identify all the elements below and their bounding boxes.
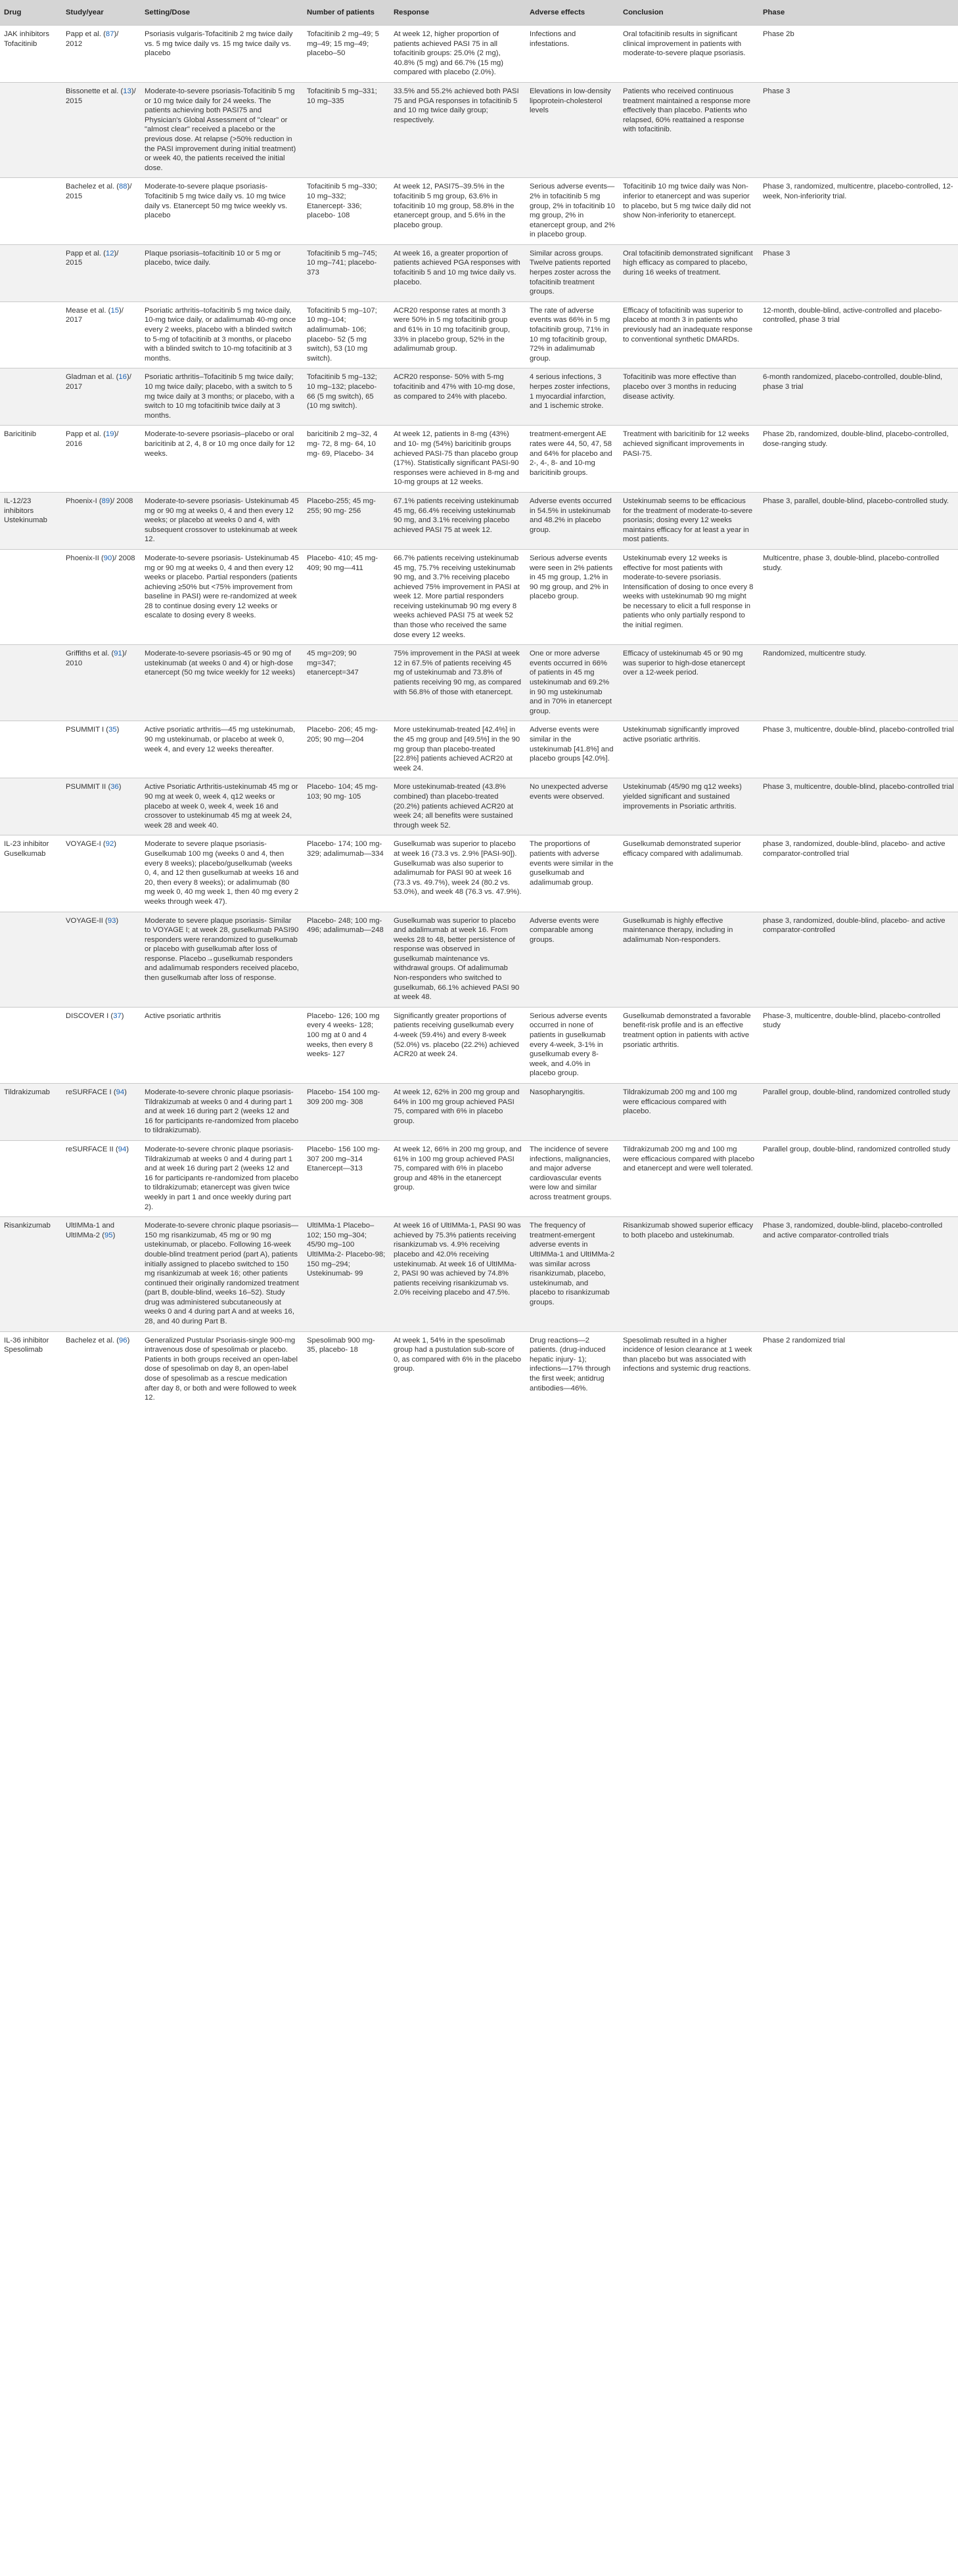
response-cell: Guselkumab was superior to placebo and adalimumab at week 16. From weeks 28 to 48, better persistence of response was observed in guselkumab maintenance vs. withdrawal groups. Of adalimumab Non-responders who switched to guselkumab, 66.1% achieved PASI 90 at week 48. [390,912,526,1007]
study-cell [62,721,141,778]
table-row [0,301,958,368]
drug-cell: Baricitinib [0,426,62,493]
setting-dose-cell: Moderate to severe plaque psoriasis- Guselkumab 100 mg (weeks 0 and 4, then every 8 weeks); placebo/guselkumab (weeks 0, 4, and 12 then guselkumab at weeks 16 and 20, then every 8 weeks); or adalimumab (80 mg week 0, 40 mg week 1, then 40 mg every 2 weeks through week 47). [141,835,303,912]
header-adverse-effects: Adverse effects [530,8,585,16]
study-year: ) [118,783,122,791]
study-cell [62,778,141,835]
study-cell [62,1007,141,1083]
study-year: )/ 2010 [66,650,127,667]
table-row [0,549,958,644]
adverse-effects-cell: Adverse events occurred in 54.5% in ustekinumab and 48.2% in placebo group. [526,492,619,549]
conclusion-cell: Risankizumab showed superior efficacy to both placebo and ustekinumab. [619,1217,759,1332]
table-row [0,368,958,426]
citation-link[interactable]: 37 [113,1011,122,1020]
drug-cell: IL-36 inhibitor Spesolimab [0,1331,62,1408]
response-cell: Significantly greater proportions of patients receiving guselkumab every 4-week (59.4%) and every 8-week (52.0%) vs. placebo (22.2%) achieved ACR20 at week 24. [390,1007,526,1083]
citation-link[interactable]: 36 [110,783,119,791]
table-row [0,835,958,912]
adverse-effects-cell: Elevations in low-density lipoprotein-cholesterol levels [526,82,619,177]
setting-dose-cell: Moderate-to-severe chronic plaque psoriasis—150 mg risankizumab, 45 mg or 90 mg ustekinumab, or placebo. Following 16-week double-blind treatment period (part A), patients initially assigned to placebo switched to 150 mg risankizumab at week 16; other patients continued their originally randomized treatment (part B, double-blind, weeks 16–52). Study drug was administered subcutaneously at weeks 0 and 4 during part A and at weeks 16, 28, and 40 during Part B. [141,1217,303,1332]
patients-cell: Placebo- 206; 45 mg- 205; 90 mg—204 [303,721,390,778]
setting-dose-cell: Moderate-to-severe psoriasis- Ustekinumab 45 mg or 90 mg at weeks 0, 4 and then every 12 weeks; or placebo at weeks 0 and 4, with subsequent crossover to ustekinumab at week 12. [141,492,303,549]
study-year: ) [114,840,117,849]
patients-cell: Placebo- 156 100 mg- 307 200 mg–314 Etanercept—313 [303,1140,390,1216]
patients-cell: Placebo- 248; 100 mg- 496; adalimumab—248 [303,912,390,1007]
citation-link[interactable]: 13 [123,87,131,95]
citation-link[interactable]: 94 [118,1145,127,1153]
adverse-effects-cell: treatment-emergent AE rates were 44, 50, 47, 58 and 64% for placebo and 2-, 4-, 8- and 10-mg baricitinib groups. [526,426,619,493]
setting-dose-cell: Psoriatic arthritis–Tofacitinib 5 mg twice daily; 10 mg twice daily; placebo, with a switch to 5 mg twice daily at 3 months; or placebo, with a switch to 10 mg tofacitinib twice daily at 3 months. [141,368,303,426]
phase-cell: Phase 3, parallel, double-blind, placebo-controlled study. [759,492,958,549]
study-cell [62,549,141,644]
study-name: PSUMMIT I ( [66,726,109,734]
study-year: ) [121,1011,124,1020]
header-number-of-patients: Number of patients [307,8,375,16]
setting-dose-cell: Moderate-to-severe chronic plaque psoriasis- Tildrakizumab at weeks 0 and 4 during part 1 and at week 16 during part 2 (weeks 12 and 16 for participants re-randomized from placebo to tildrakizumab; etanercept was given twice weekly in part 1 and once weekly during part 2). [141,1140,303,1216]
phase-cell: Phase 3, randomized, double-blind, placebo-controlled and active comparator-controlled trials [759,1217,958,1332]
patients-cell: Tofacitinib 5 mg–107; 10 mg–104; adalimumab- 106; placebo- 52 (5 mg switch), 53 (10 mg switch). [303,301,390,368]
phase-cell: 12-month, double-blind, active-controlled and placebo-controlled, phase 3 trial [759,301,958,368]
drug-cell [0,82,62,177]
adverse-effects-cell: Drug reactions—2 patients. (drug-induced hepatic injury- 1); infections—17% through the first week; antidrug antibodies—46%. [526,1331,619,1408]
conclusion-cell: Tildrakizumab 200 mg and 100 mg were efficacious compared with placebo. [619,1084,759,1141]
study-name: Gladman et al. ( [66,373,119,382]
header-phase: Phase [763,8,785,16]
patients-cell: 45 mg=209; 90 mg=347; etanercept=347 [303,645,390,721]
patients-cell: Placebo-255; 45 mg- 255; 90 mg- 256 [303,492,390,549]
adverse-effects-cell: Serious adverse events occurred in none of patients in guselkumab every 4-week, 3-1% in guselkumab every 8-week, and 4.0% in placebo group. [526,1007,619,1083]
adverse-effects-cell: Adverse events were similar in the ustekinumab [41.8%] and placebo groups [42.0%]. [526,721,619,778]
setting-dose-cell: Moderate-to-severe psoriasis- Ustekinumab 45 mg or 90 mg at weeks 0, 4 and then every 12 weeks or placebo. Partial responders (patients achieving ≥50% but <75% improvement from baseline in PASI) were re-randomized at week 28 to continue dosing every 12 weeks or escalate to dosing every 8 weeks. [141,549,303,644]
adverse-effects-cell: 4 serious infections, 3 herpes zoster infections, 1 myocardial infarction, and 1 ischemic stroke. [526,368,619,426]
setting-dose-cell: Moderate to severe plaque psoriasis- Similar to VOYAGE I; at week 28, guselkumab PASI90 responders were rerandomized to guselkumab or placebo with guselkumab after loss of response. Placebo→guselkumab responders and adalimumab responders received placebo, then guselkumab after loss of response. [141,912,303,1007]
conclusion-cell: Oral tofacitinib results in significant clinical improvement in patients with moderate-to-severe plaque psoriasis. [619,26,759,83]
table-row [0,82,958,177]
study-name: VOYAGE-I ( [66,840,106,849]
citation-link[interactable]: 87 [105,30,114,38]
phase-cell: Phase 2b [759,26,958,83]
study-cell [62,835,141,912]
response-cell: More ustekinumab-treated (43.8% combined) than placebo-treated (20.2%) patients achieved ACR20 at week 24; all benefits were sustained through week 52. [390,778,526,835]
study-cell [62,1140,141,1216]
study-year: )/ 2015 [66,183,132,200]
study-name: Papp et al. ( [66,430,106,439]
response-cell: ACR20 response rates at month 3 were 50% in 5 mg tofacitinib group and 61% in 10 mg tofacitinib group, 33% in placebo group, 52% in the adalimumab group. [390,301,526,368]
drug-cell [0,178,62,245]
setting-dose-cell: Moderate-to-severe psoriasis-45 or 90 mg of ustekinumab (at weeks 0 and 4) or high-dose etanercept (50 mg twice weekly for 12 weeks) [141,645,303,721]
setting-dose-cell: Active psoriatic arthritis—45 mg ustekinumab, 90 mg ustekinumab, or placebo at week 0, week 4, and every 12 weeks thereafter. [141,721,303,778]
citation-link[interactable]: 12 [105,249,114,257]
table-row [0,1140,958,1216]
study-year: ) [112,1231,116,1239]
adverse-effects-cell: Similar across groups. Twelve patients reported herpes zoster across the tofacitinib treatment groups. [526,244,619,301]
citation-link[interactable]: 93 [107,916,116,925]
study-year: )/ 2015 [66,249,119,267]
adverse-effects-cell: The proportions of patients with adverse events were similar in the guselkumab and adalimumab group. [526,835,619,912]
patients-cell: baricitinib 2 mg–32, 4 mg- 72, 8 mg- 64, 10 mg- 69, Placebo- 34 [303,426,390,493]
table-row [0,244,958,301]
study-cell [62,1331,141,1408]
drug-cell [0,1007,62,1083]
study-cell [62,645,141,721]
drug-cell: IL-23 inhibitor Guselkumab [0,835,62,912]
drug-cell: Tildrakizumab [0,1084,62,1141]
table-row [0,645,958,721]
phase-cell: 6-month randomized, placebo-controlled, double-blind, phase 3 trial [759,368,958,426]
drug-cell [0,244,62,301]
table-row [0,912,958,1007]
study-cell [62,178,141,245]
conclusion-cell: Ustekinumab significantly improved active psoriatic arthritis. [619,721,759,778]
patients-cell: Placebo- 126; 100 mg every 4 weeks- 128; 100 mg at 0 and 4 weeks, then every 8 weeks- 127 [303,1007,390,1083]
study-cell [62,301,141,368]
conclusion-cell: Guselkumab is highly effective maintenance therapy, including in adalimumab Non-responders. [619,912,759,1007]
study-name: Griffiths et al. ( [66,650,114,658]
citation-link[interactable]: 89 [101,497,110,505]
citation-link[interactable]: 90 [103,554,112,562]
study-name: PSUMMIT II ( [66,783,111,791]
adverse-effects-cell: The frequency of treatment-emergent adverse events in UltIMMa-1 and UltIMMa-2 was similar across risankizumab, placebo, ustekinumab, and placebo to risankizumab groups. [526,1217,619,1332]
phase-cell: Phase 2b, randomized, double-blind, placebo-controlled, dose-ranging study. [759,426,958,493]
patients-cell: Placebo- 104; 45 mg- 103; 90 mg- 105 [303,778,390,835]
adverse-effects-cell: The incidence of severe infections, malignancies, and major adverse cardiovascular events were low and similar across treatment groups. [526,1140,619,1216]
citation-link[interactable]: 16 [118,373,127,382]
phase-cell: Phase 3, multicentre, double-blind, placebo-controlled trial [759,721,958,778]
drug-cell [0,912,62,1007]
study-cell [62,1217,141,1332]
study-cell [62,244,141,301]
study-name: Phoenix-II ( [66,554,104,562]
study-cell [62,912,141,1007]
study-year: ) [124,1088,127,1096]
study-name: reSURFACE II ( [66,1145,118,1153]
citation-link[interactable]: 15 [110,306,120,315]
phase-cell: Phase 3 [759,244,958,301]
drug-cell [0,549,62,644]
table-row [0,1331,958,1408]
response-cell: ACR20 response- 50% with 5-mg tofacitinib and 47% with 10-mg dose, as compared to 24% with placebo. [390,368,526,426]
study-year: )/ 2017 [66,306,124,324]
response-cell: 66.7% patients receiving ustekinumab 45 mg, 75.7% receiving ustekinumab 90 mg, and 3.7% receiving placebo achieved 75% improvement in PASI at week 12. More partial responders receiving ustekinumab 90 mg every 8 weeks achieved PASI 75 at week 52 than those who received the same dose every 12 weeks. [390,549,526,644]
patients-cell: Tofacitinib 2 mg–49; 5 mg–49; 15 mg–49; placebo–50 [303,26,390,83]
table-header [0,0,958,26]
citation-link[interactable]: 35 [108,726,117,734]
table-row [0,1217,958,1332]
patients-cell: Tofacitinib 5 mg–330; 10 mg–332; Etanercept- 336; placebo- 108 [303,178,390,245]
study-name: Bachelez et al. ( [66,1336,120,1344]
adverse-effects-cell: Infections and infestations. [526,26,619,83]
study-year: )/ 2016 [66,430,119,448]
table-row [0,26,958,83]
setting-dose-cell: Moderate-to-severe psoriasis–placebo or oral baricitinib at 2, 4, 8 or 10 mg once daily for 12 weeks. [141,426,303,493]
table-row [0,721,958,778]
study-year: ) [116,726,120,734]
citation-link[interactable]: 92 [105,840,114,849]
study-name: Mease et al. ( [66,306,111,315]
patients-cell: Placebo- 154 100 mg- 309 200 mg- 308 [303,1084,390,1141]
study-year: )/ 2017 [66,373,131,391]
citation-link[interactable]: 96 [119,1336,127,1344]
response-cell: 75% improvement in the PASI at week 12 in 67.5% of patients receiving 45 mg of ustekinumab and 73.8% of patients receiving 90 mg, as compared with 56.8% of those with etanercept. [390,645,526,721]
drug-cell [0,721,62,778]
drug-cell: JAK inhibitors Tofacitinib [0,26,62,83]
table-row [0,778,958,835]
header-row [0,0,958,26]
study-name: UltIMMa-1 and UltIMMa-2 ( [66,1222,115,1239]
drug-cell [0,645,62,721]
drug-cell [0,368,62,426]
response-cell: At week 16, a greater proportion of patients achieved PGA responses with tofacitinib 5 and 10 mg twice daily vs. placebo. [390,244,526,301]
phase-cell: Phase-3, multicentre, double-blind, placebo-controlled study [759,1007,958,1083]
table-row [0,1007,958,1083]
response-cell: At week 1, 54% in the spesolimab group had a pustulation sub-score of 0, as compared with 6% in the placebo group. [390,1331,526,1408]
table-row [0,426,958,493]
patients-cell: Tofacitinib 5 mg–745; 10 mg–741; placebo- 373 [303,244,390,301]
phase-cell: phase 3, randomized, double-blind, placebo- and active comparator-controlled trial [759,835,958,912]
conclusion-cell: Tildrakizumab 200 mg and 100 mg were efficacious compared with placebo and etanercept and were well tolerated. [619,1140,759,1216]
response-cell: At week 12, patients in 8-mg (43%) and 10- mg (54%) baricitinib groups achieved PASI-75 than placebo group (17%). Statistically significant PASI-90 responses were achieved in 8-mg and 10-mg groups at 12 weeks. [390,426,526,493]
conclusion-cell: Guselkumab demonstrated a favorable benefit-risk profile and is an effective treatment option in patients with active psoriatic arthritis. [619,1007,759,1083]
patients-cell: Spesolimab 900 mg- 35, placebo- 18 [303,1331,390,1408]
response-cell: 67.1% patients receiving ustekinumab 45 mg, 66.4% receiving ustekinumab 90 mg, and 3.1% receiving placebo achieved PASI 75 at week 12. [390,492,526,549]
table-body [0,26,958,1408]
adverse-effects-cell: The rate of adverse events was 66% in 5 mg tofacitinib group, 71% in 10 mg tofacitinib group, 72% in adalimumab group. [526,301,619,368]
header-study-year: Study/year [66,8,104,16]
conclusion-cell: Ustekinumab (45/90 mg q12 weeks) yielded significant and sustained improvements in Psoriatic arthritis. [619,778,759,835]
phase-cell: Phase 3 [759,82,958,177]
citation-link[interactable]: 94 [116,1088,125,1096]
table-row [0,178,958,245]
phase-cell: Multicentre, phase 3, double-blind, placebo-controlled study. [759,549,958,644]
conclusion-cell: Ustekinumab every 12 weeks is effective for most patients with moderate-to-severe psoriasis. Intensification of dosing to once every 8 weeks with ustekinumab 90 mg might be necessary to elicit a full response in patients who only partially respond to the initial regimen. [619,549,759,644]
conclusion-cell: Guselkumab demonstrated superior efficacy compared with adalimumab. [619,835,759,912]
response-cell: 33.5% and 55.2% achieved both PASI 75 and PGA responses in tofacitinib 5 and 10 mg twice daily group; respectively. [390,82,526,177]
study-cell [62,368,141,426]
conclusion-cell: Efficacy of ustekinumab 45 or 90 mg was superior to high-dose etanercept over a 12-week period. [619,645,759,721]
patients-cell: Tofacitinib 5 mg–132; 10 mg–132; placebo- 66 (5 mg switch), 65 (10 mg switch). [303,368,390,426]
study-year: )/ 2008 [112,554,135,562]
conclusion-cell: Patients who received continuous treatment maintained a response more effectively than placebo. Patients who relapsed, 60% reattained a response with tofacitinib. [619,82,759,177]
adverse-effects-cell: One or more adverse events occurred in 66% of patients in 45 mg ustekinumab and 69.2% in 90 mg ustekinumab and in 70% in etanercept group. [526,645,619,721]
table-row [0,492,958,549]
header-response: Response [394,8,429,16]
setting-dose-cell: Psoriasis vulgaris-Tofacitinib 2 mg twice daily vs. 5 mg twice daily vs. 15 mg twice daily vs. placebo [141,26,303,83]
study-cell [62,1084,141,1141]
study-name: Papp et al. ( [66,249,106,257]
patients-cell: Placebo- 174; 100 mg- 329; adalimumab—334 [303,835,390,912]
phase-cell: Randomized, multicentre study. [759,645,958,721]
drug-cell: IL-12/23 inhibitors Ustekinumab [0,492,62,549]
conclusion-cell: Treatment with baricitinib for 12 weeks achieved significant improvements in PASI-75. [619,426,759,493]
study-cell [62,82,141,177]
adverse-effects-cell: Serious adverse events were seen in 2% patients in 45 mg group, 1.2% in 90 mg group, and 2% in placebo group. [526,549,619,644]
phase-cell: Phase 3, multicentre, double-blind, placebo-controlled trial [759,778,958,835]
setting-dose-cell: Active Psoriatic Arthritis-ustekinumab 45 mg or 90 mg at week 0, week 4, q12 weeks or placebo at week 0, week 4, week 16 and crossover to ustekinumab 45 mg at week 24, week 28 and week 40. [141,778,303,835]
citation-link[interactable]: 91 [114,650,122,658]
phase-cell: Parallel group, double-blind, randomized controlled study [759,1140,958,1216]
study-year: ) [126,1145,129,1153]
citation-link[interactable]: 95 [104,1231,113,1239]
adverse-effects-cell: No unexpected adverse events were observed. [526,778,619,835]
drug-cell [0,778,62,835]
patients-cell: Tofacitinib 5 mg–331; 10 mg–335 [303,82,390,177]
header-drug: Drug [4,8,22,16]
study-name: DISCOVER I ( [66,1011,114,1020]
study-name: Bissonette et al. ( [66,87,124,95]
study-name: reSURFACE I ( [66,1088,116,1096]
conclusion-cell: Tofacitinib 10 mg twice daily was Non-inferior to etanercept and was superior to placebo, but 5 mg twice daily did not show Non-inferiority to etanercept. [619,178,759,245]
response-cell: At week 16 of UltIMMa-1, PASI 90 was achieved by 75.3% patients receiving risankizumab vs. 4.9% receiving placebo and 42.0% receiving ustekinumab. At week 16 of UltIMMa-2, PASI 90 was achieved by 74.8% patients receiving risankizumab vs. 2.0% receiving placebo and 47.5%. [390,1217,526,1332]
setting-dose-cell: Moderate-to-severe psoriasis-Tofacitinib 5 mg or 10 mg twice daily for 24 weeks. The patients achieving both PASI75 and Physician's Global Assessment of "clear" or "almost clear" received a placebo or the previous dose. At relapse (>50% reduction in the PASI improvement during initial treatment) or week 40, the patients received the initial dose. [141,82,303,177]
conclusion-cell: Efficacy of tofacitinib was superior to placebo at month 3 in patients who previously had an inadequate response to conventional synthetic DMARDs. [619,301,759,368]
response-cell: At week 12, 62% in 200 mg group and 64% in 100 mg group achieved PASI 75, compared with 6% in placebo group. [390,1084,526,1141]
setting-dose-cell: Moderate-to-severe chronic plaque psoriasis- Tildrakizumab at weeks 0 and 4 during part 1 and at week 16 during part 2 (weeks 12 and 16 for participants re-randomized from placebo to tildrakizumab). [141,1084,303,1141]
conclusion-cell: Tofacitinib was more effective than placebo over 3 months in reducing disease activity. [619,368,759,426]
setting-dose-cell: Psoriatic arthritis–tofacitinib 5 mg twice daily, 10-mg twice daily, or adalimumab 40-mg once every 2 weeks, placebo with a blinded switch to 5-mg of tofacitinib at 3 months, or placebo with a blinded switch to 10-mg tofacitinib at 3 months. [141,301,303,368]
study-year: )/ 2008 [110,497,133,505]
conclusion-cell: Spesolimab resulted in a higher incidence of lesion clearance at 1 week than placebo but was associated with infections and systemic drug reactions. [619,1331,759,1408]
study-cell [62,26,141,83]
study-name: VOYAGE-II ( [66,916,108,925]
phase-cell: phase 3, randomized, double-blind, placebo- and active comparator-controlled [759,912,958,1007]
response-cell: At week 12, higher proportion of patients achieved PASI 75 in all tofacitinib groups: 25.0% (2 mg), 40.8% (5 mg) and 66.7% (15 mg) compared with placebo (2.0%). [390,26,526,83]
patients-cell: UltIMMa-1 Placebo–102; 150 mg–304; 45/90 mg–100 UltIMMa-2- Placebo-98; 150 mg–294; Ustekinumab- 99 [303,1217,390,1332]
response-cell: Guselkumab was superior to placebo at week 16 (73.3 vs. 2.9% [PASI-90]). Guselkumab was also superior to adalimumab for PASI 90 at week 16 (73.3 vs. 49.7%), week 24 (80.2 vs. 53.0%), and week 48 (76.3 vs. 47.9%). [390,835,526,912]
setting-dose-cell: Active psoriatic arthritis [141,1007,303,1083]
response-cell: More ustekinumab-treated [42.4%] in the 45 mg group and [49.5%] in the 90 mg group than placebo-treated [22.8%] patients achieved ACR20 at week 24. [390,721,526,778]
conclusion-cell: Ustekinumab seems to be efficacious for the treatment of moderate-to-severe psoriasis; dosing every 12 weeks maintains efficacy for at least a year in most patients. [619,492,759,549]
phase-cell: Phase 3, randomized, multicentre, placebo-controlled, 12-week, Non-inferiority trial. [759,178,958,245]
adverse-effects-cell: Adverse events were comparable among groups. [526,912,619,1007]
study-year: )/ 2015 [66,87,136,105]
study-cell [62,492,141,549]
adverse-effects-cell: Serious adverse events—2% in tofacitinib 5 mg group, 2% in tofacitinib 10 mg group, 2% in etanercept group, and 2% in placebo group. [526,178,619,245]
conclusion-cell: Oral tofacitinib demonstrated significant high efficacy as compared to placebo, during 16 weeks of treatment. [619,244,759,301]
header-conclusion: Conclusion [623,8,664,16]
study-name: Papp et al. ( [66,30,106,38]
citation-link[interactable]: 88 [119,183,127,191]
patients-cell: Placebo- 410; 45 mg- 409; 90 mg—411 [303,549,390,644]
table-row [0,1084,958,1141]
setting-dose-cell: Generalized Pustular Psoriasis-single 900-mg intravenous dose of spesolimab or placebo. Patients in both groups received an open-label dose of spesolimab on day 8, an open-label dose of spesolimab as a rescue medication after day 8, or both and were followed to week 12. [141,1331,303,1408]
response-cell: At week 12, 66% in 200 mg group, and 61% in 100 mg group achieved PASI 75, compared with 6% in placebo group and 48% in the etanercept group. [390,1140,526,1216]
study-cell [62,426,141,493]
study-name: Phoenix-I ( [66,497,102,505]
citation-link[interactable]: 19 [105,430,114,439]
study-year: ) [127,1336,130,1344]
study-name: Bachelez et al. ( [66,183,120,191]
study-year: )/ 2012 [66,30,119,48]
header-setting-dose: Setting/Dose [145,8,191,16]
drug-cell [0,301,62,368]
phase-cell: Phase 2 randomized trial [759,1331,958,1408]
phase-cell: Parallel group, double-blind, randomized controlled study [759,1084,958,1141]
setting-dose-cell: Plaque psoriasis–tofacitinib 10 or 5 mg or placebo, twice daily. [141,244,303,301]
drug-cell [0,1140,62,1216]
drug-cell: Risankizumab [0,1217,62,1332]
response-cell: At week 12, PASI75–39.5% in the tofacitinib 5 mg group, 63.6% in tofacitinib 10 mg group, 58.8% in the etanercept group, and 5.6% in the placebo group. [390,178,526,245]
setting-dose-cell: Moderate-to-severe plaque psoriasis-Tofacitinib 5 mg twice daily vs. 10 mg twice daily vs. Etanercept 50 mg twice weekly vs. placebo [141,178,303,245]
adverse-effects-cell: Nasopharyngitis. [526,1084,619,1141]
study-year: ) [116,916,119,925]
